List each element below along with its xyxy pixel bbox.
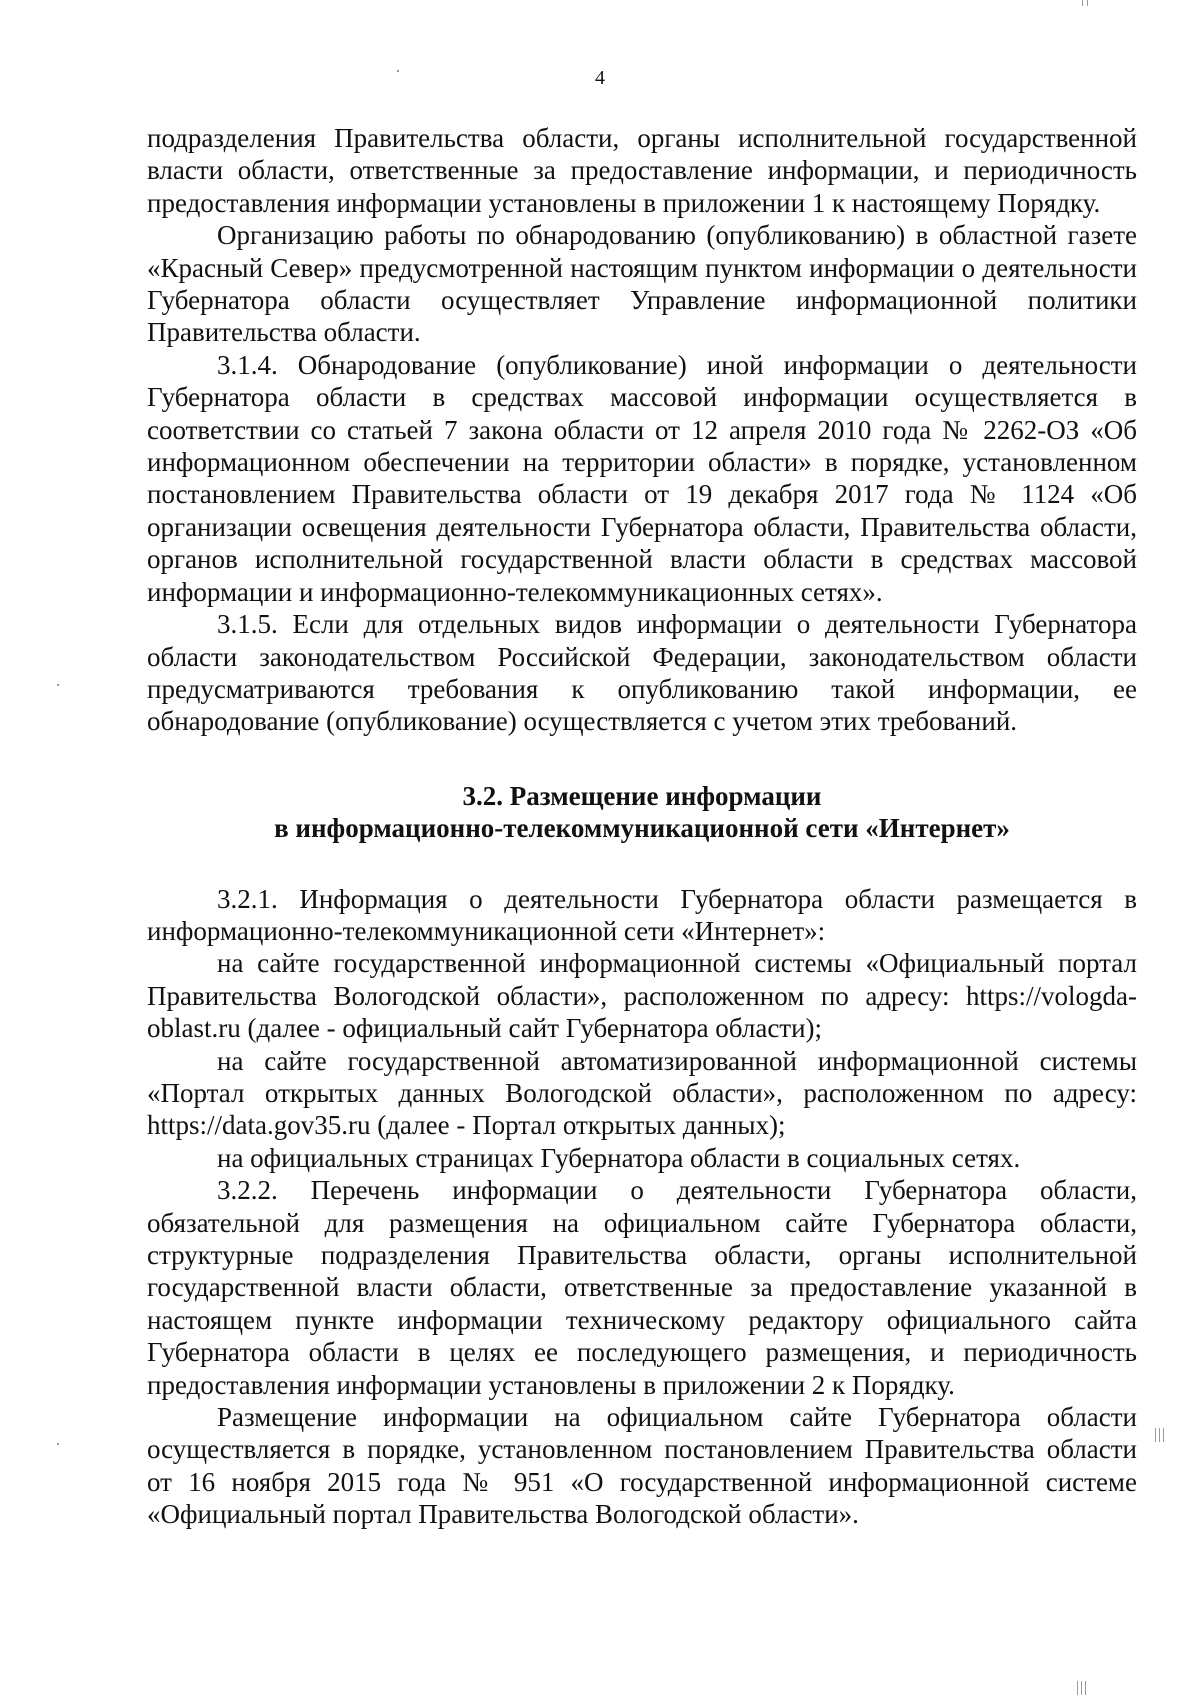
section-heading-line-2: в информационно-телекоммуникационной сети «Интернет»	[274, 813, 1010, 844]
paragraph-open-data-portal: на сайте государственной автоматизированной информационной системы «Портал открытых данных Вологодской области», расположенном по адресу: https://data.gov35.ru (далее - Портал открытых данных);	[147, 1045, 1137, 1141]
document-body	[147, 122, 1137, 1531]
section-heading-line-1: 3.2. Размещение информации	[462, 780, 822, 811]
paragraph-3-2-2: 3.2.2. Перечень информации о деятельности Губернатора области, обязательной для размещения на официальном сайте Губернатора области, структурные подразделения Правительства области, органы исполнительной государственной власти области, ответственные за предоставление указанной в настоящем пункте информации техническому редактору официального сайта Губернатора области в целях ее последующего размещения, и периодичность предоставления информации установлены в приложении 2 к Порядку.	[147, 1175, 1137, 1400]
scan-edge-mark	[1163, 1428, 1164, 1442]
paragraph-organization-of-publication: Организацию работы по обнародованию (опубликованию) в областной газете «Красный Север» предусмотренной настоящим пунктом информации о деятельности Губернатора области осуществляет Управление информационной политики Правительства области.	[147, 220, 1137, 348]
paragraph-3-2-1: 3.2.1. Информация о деятельности Губернатора области размещается в информационно-телекоммуникационной сети «Интернет»:	[147, 883, 1137, 946]
paragraph-social-networks: на официальных страницах Губернатора области в социальных сетях.	[217, 1142, 1021, 1173]
scan-speck	[57, 1443, 59, 1445]
paragraph-placement-order: Размещение информации на официальном сайте Губернатора области осуществляется в порядке, установленном постановлением Правительства области от 16 ноября 2015 года № 951 «О государственной информационной системе «Официальный портал Правительства Вологодской области».	[147, 1402, 1137, 1530]
scan-edge-mark	[1155, 1428, 1156, 1442]
paragraph-3-1-4: 3.1.4. Обнародование (опубликование) иной информации о деятельности Губернатора области в средствах массовой информации осуществляется в соответствии со статьей 7 закона области от 12 апреля 2010 года № 2262-ОЗ «Об информационном обеспечении на территории области» в порядке, установленном постановлением Правительства области от 19 декабря 2017 года № 1124 «Об организации освещения деятельности Губернатора области, Правительства области, органов исполнительной государственной власти области в средствах массовой информации и информационно-телекоммуникационных сетях».	[147, 349, 1137, 607]
paragraph-official-portal: на сайте государственной информационной системы «Официальный портал Правительства Вологодской области», расположенном по адресу: https://vologda-oblast.ru (далее - официальный сайт Губернатора области);	[147, 948, 1137, 1044]
paragraph-continuation: подразделения Правительства области, органы исполнительной государственной власти области, ответственные за предоставление информации, и периодичность предоставления информации установлены в приложении 1 к настоящему Порядку.	[147, 123, 1137, 218]
scan-speck	[397, 70, 399, 72]
paragraph-3-1-5: 3.1.5. Если для отдельных видов информации о деятельности Губернатора области законодательством Российской Федерации, законодательством области предусматриваются требования к опубликованию такой информации, ее обнародование (опубликование) осуществляется с учетом этих требований.	[147, 609, 1137, 737]
scan-speck	[57, 684, 59, 686]
scan-edge-mark	[1081, 1681, 1082, 1695]
page-number: 4	[595, 67, 605, 89]
scan-edge-mark	[1159, 1428, 1160, 1442]
section-heading	[147, 780, 1137, 845]
scan-edge-mark	[1077, 1681, 1078, 1695]
scan-edge-mark	[1085, 1681, 1086, 1695]
scan-edge-mark	[1087, 0, 1088, 6]
scan-edge-mark	[1082, 0, 1083, 6]
